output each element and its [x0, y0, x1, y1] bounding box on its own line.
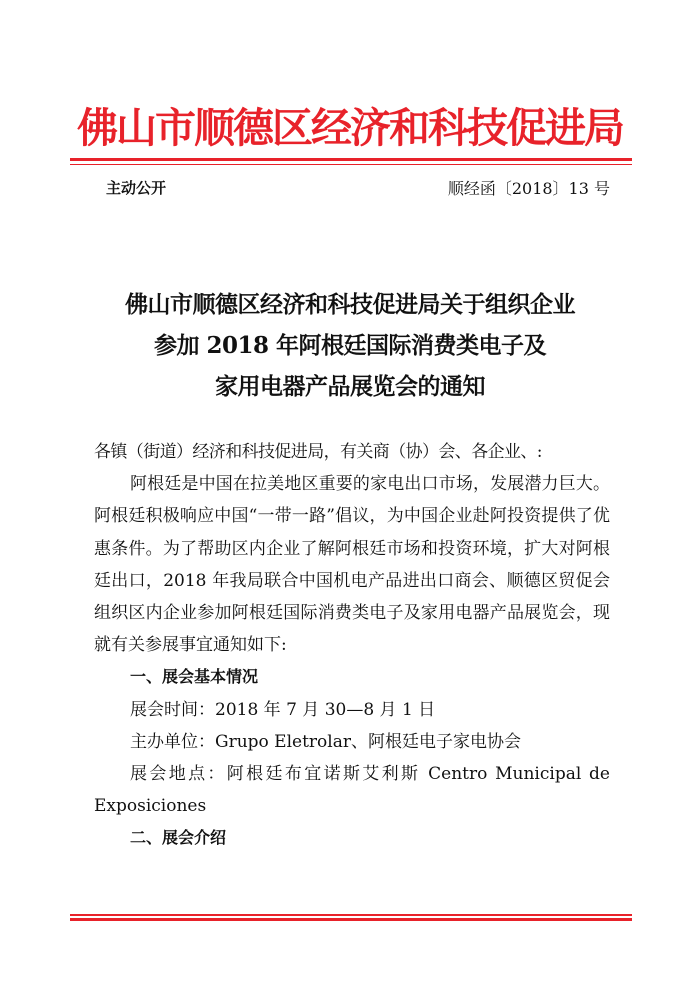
exhibition-venue: 展会地点：阿根廷布宜诺斯艾利斯 Centro Municipal de Exposiciones [94, 764, 610, 817]
section-2-heading: 二、展会介绍 [130, 828, 227, 848]
exhibition-organizer: 主办单位：Grupo Eletrolar、阿根廷电子家电协会 [130, 731, 521, 752]
footer-rule-thick [70, 918, 632, 921]
title-line-2: 参加 2018 年阿根廷国际消费类电子及 [153, 332, 547, 359]
header-rule-thick [70, 158, 632, 161]
header-rule-thin [70, 164, 632, 165]
title-line-3: 家用电器产品展览会的通知 [215, 373, 485, 400]
exhibition-time: 展会时间：2018 年 7 月 30—8 月 1 日 [130, 699, 436, 720]
document-body [94, 436, 610, 855]
disclosure-label: 主动公开 [106, 179, 167, 197]
footer-rule-thin [70, 914, 632, 916]
document-title [60, 284, 640, 407]
section-1-heading: 一、展会基本情况 [130, 667, 259, 687]
agency-letterhead: 佛山市顺德区经济和科技促进局 [77, 104, 623, 152]
salutation: 各镇（街道）经济和科技促进局，有关商（协）会、各企业、: [94, 442, 542, 462]
document-number: 顺经函〔2018〕13 号 [447, 179, 610, 198]
intro-paragraph: 阿根廷是中国在拉美地区重要的家电出口市场，发展潜力巨大。阿根廷积极响应中国“一带一路”倡议，为中国企业赴阿投资提供了优惠条件。为了帮助区内企业了解阿根廷市场和投资环境，扩大对阿根廷出口，2018 年我局联合中国机电产品进出口商会、顺德区贸促会组织区内企业参加阿根廷国际消费类电子及家用电器产品展览会，现就有关参展事宜通知如下: [94, 474, 610, 656]
title-line-1: 佛山市顺德区经济和科技促进局关于组织企业 [125, 291, 575, 318]
